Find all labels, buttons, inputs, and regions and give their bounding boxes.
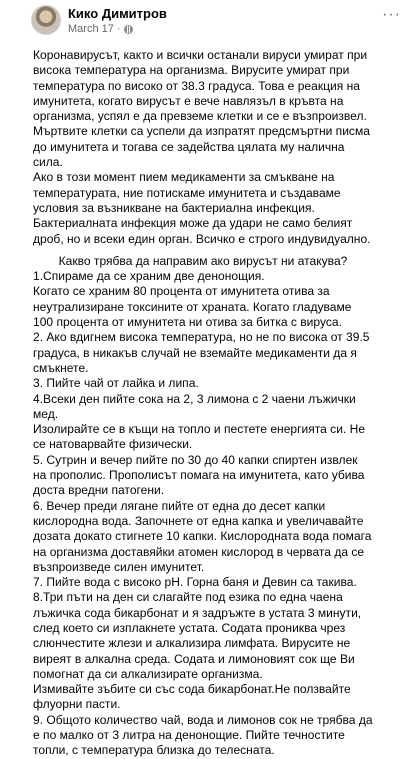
post-paragraph: 4.Всеки ден пийте сока на 2, 3 лимона с 2 чаени лъжички мед. — [33, 391, 356, 421]
post-header — [0, 0, 405, 40]
author-name[interactable]: Кико Димитров — [68, 6, 167, 21]
post-paragraph: 5. Сутрин и вечер пийте по 30 до 40 капки спиртен извлек на прополис. Прополисът помага на имунитета, като убива доста вредни патогени. — [33, 452, 365, 498]
post-date[interactable]: March 17 — [68, 23, 114, 35]
more-options-icon[interactable]: ··· — [382, 6, 401, 23]
post-paragraph: 3. Пийте чай от лайка и липа. — [33, 376, 199, 391]
post-paragraph: Измивайте зъбите си със сода бикарбонат.Не ползвайте флуорни пасти. — [33, 682, 351, 712]
post-paragraph: Коронавирусът, както и всички останали вируси умират при висока температура на организма. Вирусите умират при температура по високо от 38.3 градуса. Това е реакция на имунитета, когато вирусът е вече навлязъл в кръвта на организма, успял е да превземе клетки и се е възпроизвел. Мъртвите клетки са успели да изпратят предсмъртни писма до имунитета и тогава се задейства цялата му налична сила. — [33, 48, 370, 170]
post-paragraph: 2. Ако вдигнем висока температура, но не по висока от 39.5 градуса, в никакъв случай не вземайте медикаменти да я смъкнете. — [33, 330, 370, 375]
post-paragraph: 8.Три пъти на ден си слагайте под езика по една чаена лъжичка сода бикарбонат и я задръжте в устата 3 минути, след което си изплакнете устата. Содата прониква чрез слюнчестите жлези и алкализира лимфата. Вирусите не виреят в алкална среда. Содата и лимоновият сок ще Ви помогнат да си алкализирате организма. — [33, 590, 362, 681]
post-paragraph: Когато се храним 80 процента от имунитета отива за неутрализиране токсините от храната. Когато гладуваме 100 процента от имунитета ни отива за битка с вируса. — [33, 284, 352, 330]
post-body — [33, 48, 373, 759]
post-paragraph: 9. Общото количество чай, вода и лимонов сок не трябва да е по малко от 3 литра на денонощие. Пийте течностите топли, с температура близка до телесната. — [33, 712, 373, 758]
post-question: Какво трябва да направим ако вирусът ни атакува? — [58, 253, 348, 268]
post-paragraph: Ако в този момент пием медикаменти за смъкване на температурата, ние потискаме имунитета и създаваме условия за възникване на бактериална инфекция. Бактериалната инфекция може да удари не само белият дроб, но и всеки един орган. Всичко е строго индувидуално. — [33, 170, 371, 246]
post-paragraph: Изолирайте се в къщи на топло и пестете енергията си. Не се натоварвайте физически. — [33, 422, 366, 452]
meta-separator: · — [116, 23, 121, 35]
post-paragraph: 6. Вечер преди лягане пийте от една до десет капки кислородна вода. Започнете от една капка и увеличавайте дозата докато стигнете 10 капки. Кислородната вода помага на организма доставяйки атомен кислород в червата да се възпроизведе силен имунитет. — [33, 498, 372, 574]
post-paragraph: 1.Спираме да се храним две денонощия. — [33, 269, 265, 284]
globe-icon[interactable] — [124, 25, 133, 34]
post-meta — [68, 23, 133, 35]
post-paragraph: 7. Пийте вода с високо pH. Горна баня и Девин са такива. — [33, 575, 357, 590]
avatar[interactable] — [31, 5, 61, 35]
